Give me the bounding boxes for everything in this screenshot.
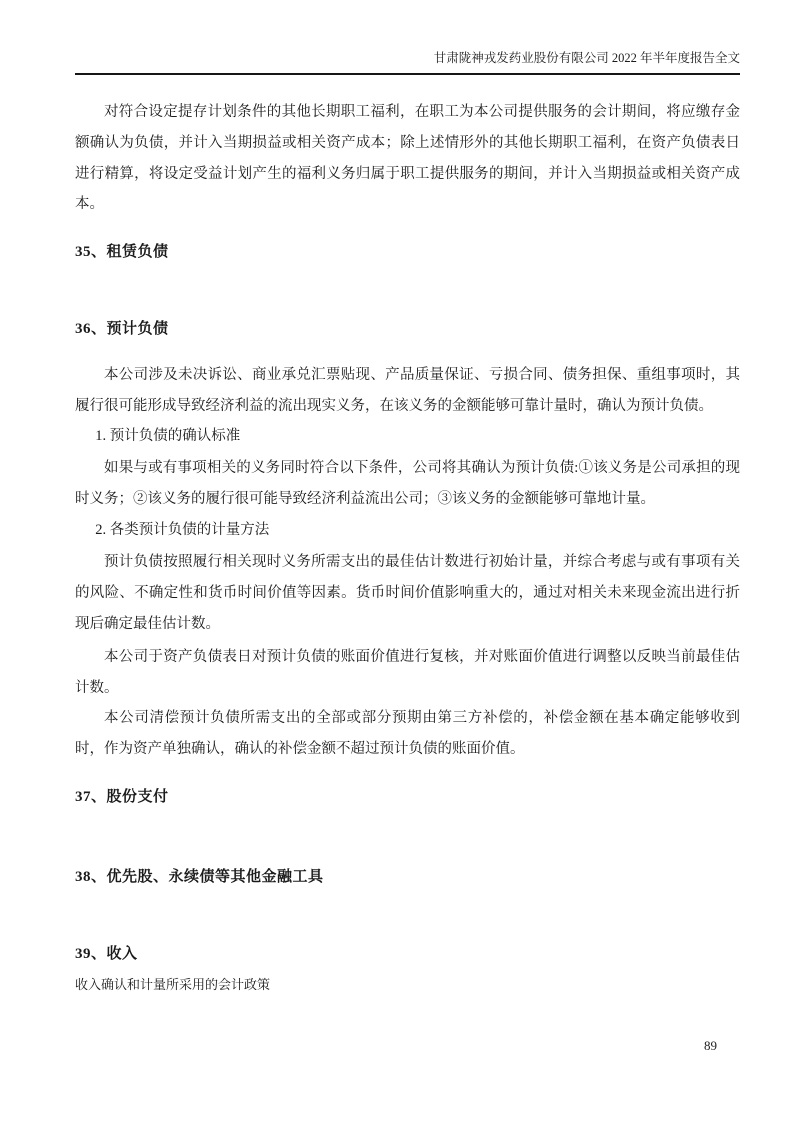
item-recognition-criteria: 1. 预计负债的确认标准 <box>95 428 241 444</box>
para-best-estimate-measurement: 预计负债按照履行相关现时义务所需支出的最佳估计数进行初始计量，并综合考虑与或有事项有关的风险、不确定性和货币时间价值等因素。货币时间价值影响重大的，通过对相关未来现金流出进行折现后确定最佳估计数。 <box>75 554 740 632</box>
header-title: 甘肃陇神戎发药业股份有限公司 2022 年半年度报告全文 <box>433 51 740 65</box>
heading-36-estimated-liabilities: 36、预计负债 <box>75 321 169 337</box>
subheading-revenue-accounting-policy: 收入确认和计量所采用的会计政策 <box>75 977 271 992</box>
heading-38-preferred-shares-perpetual-bonds: 38、优先股、永续债等其他金融工具 <box>75 869 324 885</box>
page-header <box>75 50 740 75</box>
para-balance-sheet-review: 本公司于资产负债表日对预计负债的账面价值进行复核，并对账面价值进行调整以反映当前最佳估计数。 <box>75 649 740 696</box>
page-number: 89 <box>704 1038 717 1053</box>
item-measurement-methods: 2. 各类预计负债的计量方法 <box>95 522 270 538</box>
para-third-party-reimbursement: 本公司清偿预计负债所需支出的全部或部分预期由第三方补偿的，补偿金额在基本确定能够收到时，作为资产单独确认，确认的补偿金额不超过预计负债的账面价值。 <box>75 710 740 757</box>
para-recognition-conditions: 如果与或有事项相关的义务同时符合以下条件，公司将其确认为预计负债:①该义务是公司承担的现时义务；②该义务的履行很可能导致经济利益流出公司；③该义务的金额能够可靠地计量。 <box>75 460 740 507</box>
para-estimated-liabilities-intro: 本公司涉及未决诉讼、商业承兑汇票贴现、产品质量保证、亏损合同、债务担保、重组事项时，其履行很可能形成导致经济利益的流出现实义务，在该义务的金额能够可靠计量时，确认为预计负债。 <box>75 367 740 414</box>
heading-39-revenue: 39、收入 <box>75 946 138 962</box>
heading-35-lease-liabilities: 35、租赁负债 <box>75 244 169 260</box>
para-other-long-term-benefits: 对符合设定提存计划条件的其他长期职工福利，在职工为本公司提供服务的会计期间，将应缴存金额确认为负债，并计入当期损益或相关资产成本；除上述情形外的其他长期职工福利，在资产负债表日进行精算，将设定受益计划产生的福利义务归属于职工提供服务的期间，并计入当期损益或相关资产成本。 <box>75 104 740 213</box>
heading-37-share-based-payment: 37、股份支付 <box>75 789 169 805</box>
